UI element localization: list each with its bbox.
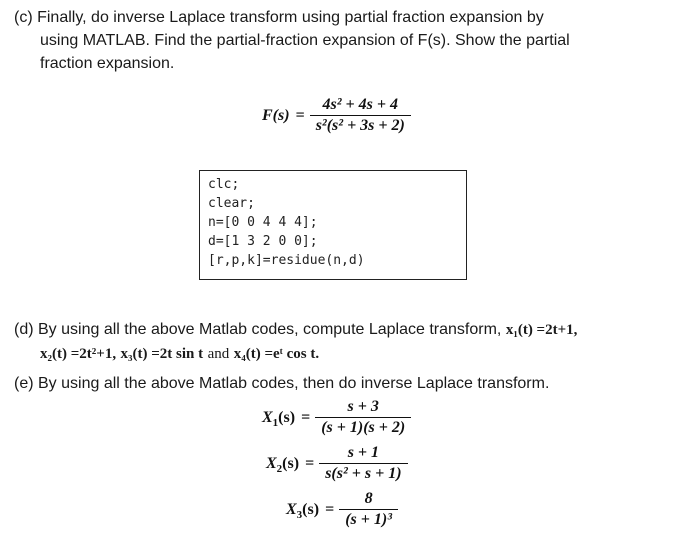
X3-equation-denominator: (s + 1)³	[339, 509, 398, 529]
X3-equation-fraction	[339, 490, 398, 529]
part-d-x1: x₁(t) =2t+1,	[505, 322, 578, 338]
X2-equation-equals: =	[305, 454, 315, 472]
part-c-line-1: (c) Finally, do inverse Laplace transform using partial fraction expansion by	[14, 9, 544, 26]
part-d-line-1	[14, 318, 676, 342]
part-c-paragraph	[14, 6, 674, 75]
part-d-and: and	[207, 346, 230, 362]
code-line: n=[0 0 4 4 4];	[208, 215, 318, 230]
X2-equation-lhs: $X_2(s)$	[266, 454, 300, 475]
part-d-line-2	[14, 342, 676, 366]
part-c-line-2: using MATLAB. Find the partial-fraction expansion of F(s). Show the partial	[40, 32, 570, 49]
code-line: [r,p,k]=residue(n,d)	[208, 253, 365, 268]
part-c-line-3: fraction expansion.	[40, 55, 175, 72]
part-d-x2: x₂(t) =2t²+1,	[40, 346, 117, 362]
code-line: clc;	[208, 177, 240, 192]
X2-equation	[266, 444, 408, 483]
X2-equation-numerator: s + 1	[347, 444, 380, 461]
part-e-paragraph: (e) By using all the above Matlab codes, then do inverse Laplace transform.	[14, 375, 550, 392]
X3-equation-numerator: 8	[364, 490, 373, 507]
F-equation-lhs: F(s)	[262, 106, 290, 124]
part-d-paragraph	[14, 318, 676, 366]
matlab-code-box	[199, 170, 467, 280]
F-equation-fraction	[310, 96, 411, 135]
X2-equation-fraction	[319, 444, 407, 483]
X2-equation-denominator: s(s² + s + 1)	[319, 463, 407, 483]
X1-equation-denominator: (s + 1)(s + 2)	[315, 417, 411, 437]
F-equation-numerator: 4s² + 4s + 4	[322, 96, 399, 113]
X1-equation-fraction	[315, 398, 411, 437]
X1-equation-numerator: s + 3	[347, 398, 379, 415]
part-d-x3: x₃(t) =2t sin t	[120, 346, 204, 362]
code-line: d=[1 3 2 0 0];	[208, 234, 318, 249]
F-equation	[262, 96, 411, 135]
F-equation-denominator: s²(s² + 3s + 2)	[310, 115, 411, 135]
X1-equation-lhs: $X_1(s)$	[262, 408, 296, 429]
code-line: clear;	[208, 196, 255, 211]
F-equation-equals: =	[295, 106, 305, 124]
X1-equation-equals: =	[301, 408, 311, 426]
X3-equation-equals: =	[325, 500, 335, 518]
X1-equation	[262, 398, 411, 437]
X3-equation-lhs: $X_3(s)$	[286, 500, 320, 521]
part-d-prefix: (d) By using all the above Matlab codes, compute Laplace transform,	[14, 321, 502, 338]
part-d-x4: x₄(t) =eᵗ cos t.	[233, 346, 320, 362]
X3-equation	[286, 490, 398, 529]
